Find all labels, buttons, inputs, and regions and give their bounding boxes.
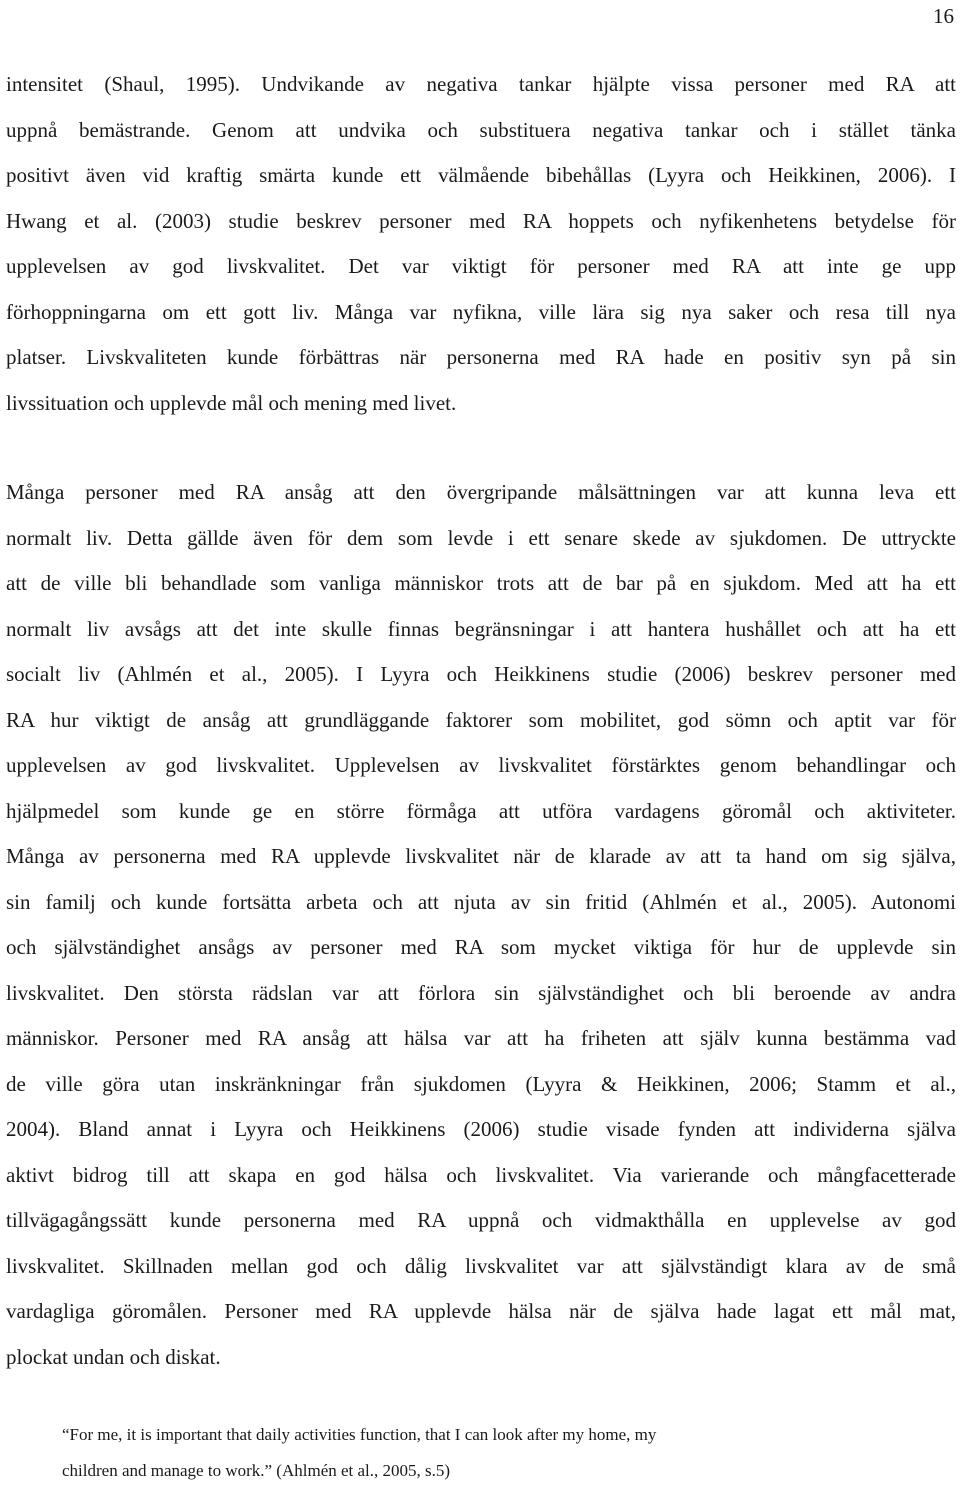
paragraph-line: livssituation och upplevde mål och mening med livet. [6, 390, 457, 415]
paragraph-line: sin familj och kunde fortsätta arbeta och att njuta av sin fritid (Ahlmén et al., 2005). Autonomi [6, 889, 956, 914]
paragraph-line: uppnå bemästrande. Genom att undvika och substituera negativa tankar och i stället tänka [6, 117, 956, 142]
paragraph-line: aktivt bidrog till att skapa en god hälsa och livskvalitet. Via varierande och mångfacetterade [6, 1162, 956, 1187]
paragraph-line: normalt liv. Detta gällde även för dem som levde i ett senare skede av sjukdomen. De uttryckte [6, 525, 956, 550]
paragraph-line: att de ville bli behandlade som vanliga människor trots att de bar på en sjukdom. Med att ha ett [6, 571, 956, 595]
paragraph-line: livskvalitet. Skillnaden mellan god och dålig livskvalitet var att självständigt klara av de små [6, 1253, 956, 1278]
paragraph-line: människor. Personer med RA ansåg att hälsa var att ha friheten att själv kunna bestämma vad [6, 1026, 956, 1050]
paragraph-line: hjälpmedel som kunde ge en större förmåga att utföra vardagens göromål och aktiviteter. [6, 798, 956, 823]
paragraph-line: tillvägagångssätt kunde personerna med RA uppnå och vidmakthålla en upplevelse av god [6, 1208, 956, 1232]
quote-line: children and manage to work.” (Ahlmén et al., 2005, s.5) [62, 1461, 451, 1480]
paragraph-2 [6, 470, 956, 1380]
paragraph-line: intensitet (Shaul, 1995). Undvikande av negativa tankar hjälpte vissa personer med RA att [6, 72, 956, 96]
paragraph-line: Hwang et al. (2003) studie beskrev personer med RA hoppets och nyfikenhetens betydelse för [6, 208, 956, 233]
paragraph-line: vardagliga göromålen. Personer med RA upplevde hälsa när de själva hade lagat ett mål mat, [6, 1299, 956, 1323]
paragraph-line: förhoppningarna om ett gott liv. Många var nyfikna, ville lära sig nya saker och resa till nya [6, 299, 956, 324]
paragraph-line: upplevelsen av god livskvalitet. Det var viktigt för personer med RA att inte ge upp [6, 254, 956, 278]
paragraph-line: platser. Livskvaliteten kunde förbättras när personerna med RA hade en positiv syn på sin [6, 345, 956, 369]
paragraph-line: de ville göra utan inskränkningar från sjukdomen (Lyyra & Heikkinen, 2006; Stamm et al., [6, 1071, 956, 1096]
paragraph-line: Många personer med RA ansåg att den övergripande målsättningen var att kunna leva ett [6, 480, 956, 504]
paragraph-line: Många av personerna med RA upplevde livskvalitet när de klarade av att ta hand om sig själva, [6, 844, 956, 868]
paragraph-line: och självständighet ansågs av personer med RA som mycket viktiga för hur de upplevde sin [6, 935, 956, 959]
quote-line: “For me, it is important that daily activities function, that I can look after my home, my [62, 1425, 657, 1444]
paragraph-line: plockat undan och diskat. [6, 1344, 221, 1369]
paragraph-line: positivt även vid kraftig smärta kunde ett välmående bibehållas (Lyyra och Heikkinen, 2006). I [6, 163, 956, 187]
paragraph-line: livskvalitet. Den största rädslan var att förlora sin självständighet och bli beroende av andra [6, 980, 956, 1005]
page-number: 16 [933, 4, 954, 28]
paragraph-line: normalt liv avsågs att det inte skulle finnas begränsningar i att hantera hushållet och att ha ett [6, 616, 956, 641]
block-quote [62, 1417, 822, 1489]
paragraph-line: socialt liv (Ahlmén et al., 2005). I Lyyra och Heikkinens studie (2006) beskrev personer med [6, 662, 956, 686]
paragraph-line: upplevelsen av god livskvalitet. Upplevelsen av livskvalitet förstärktes genom behandlingar och [6, 753, 956, 777]
paragraph-line: RA hur viktigt de ansåg att grundläggande faktorer som mobilitet, god sömn och aptit var för [6, 707, 956, 732]
paragraph-line: 2004). Bland annat i Lyyra och Heikkinens (2006) studie visade fynden att individerna själva [6, 1117, 956, 1141]
paragraph-1 [6, 62, 956, 426]
